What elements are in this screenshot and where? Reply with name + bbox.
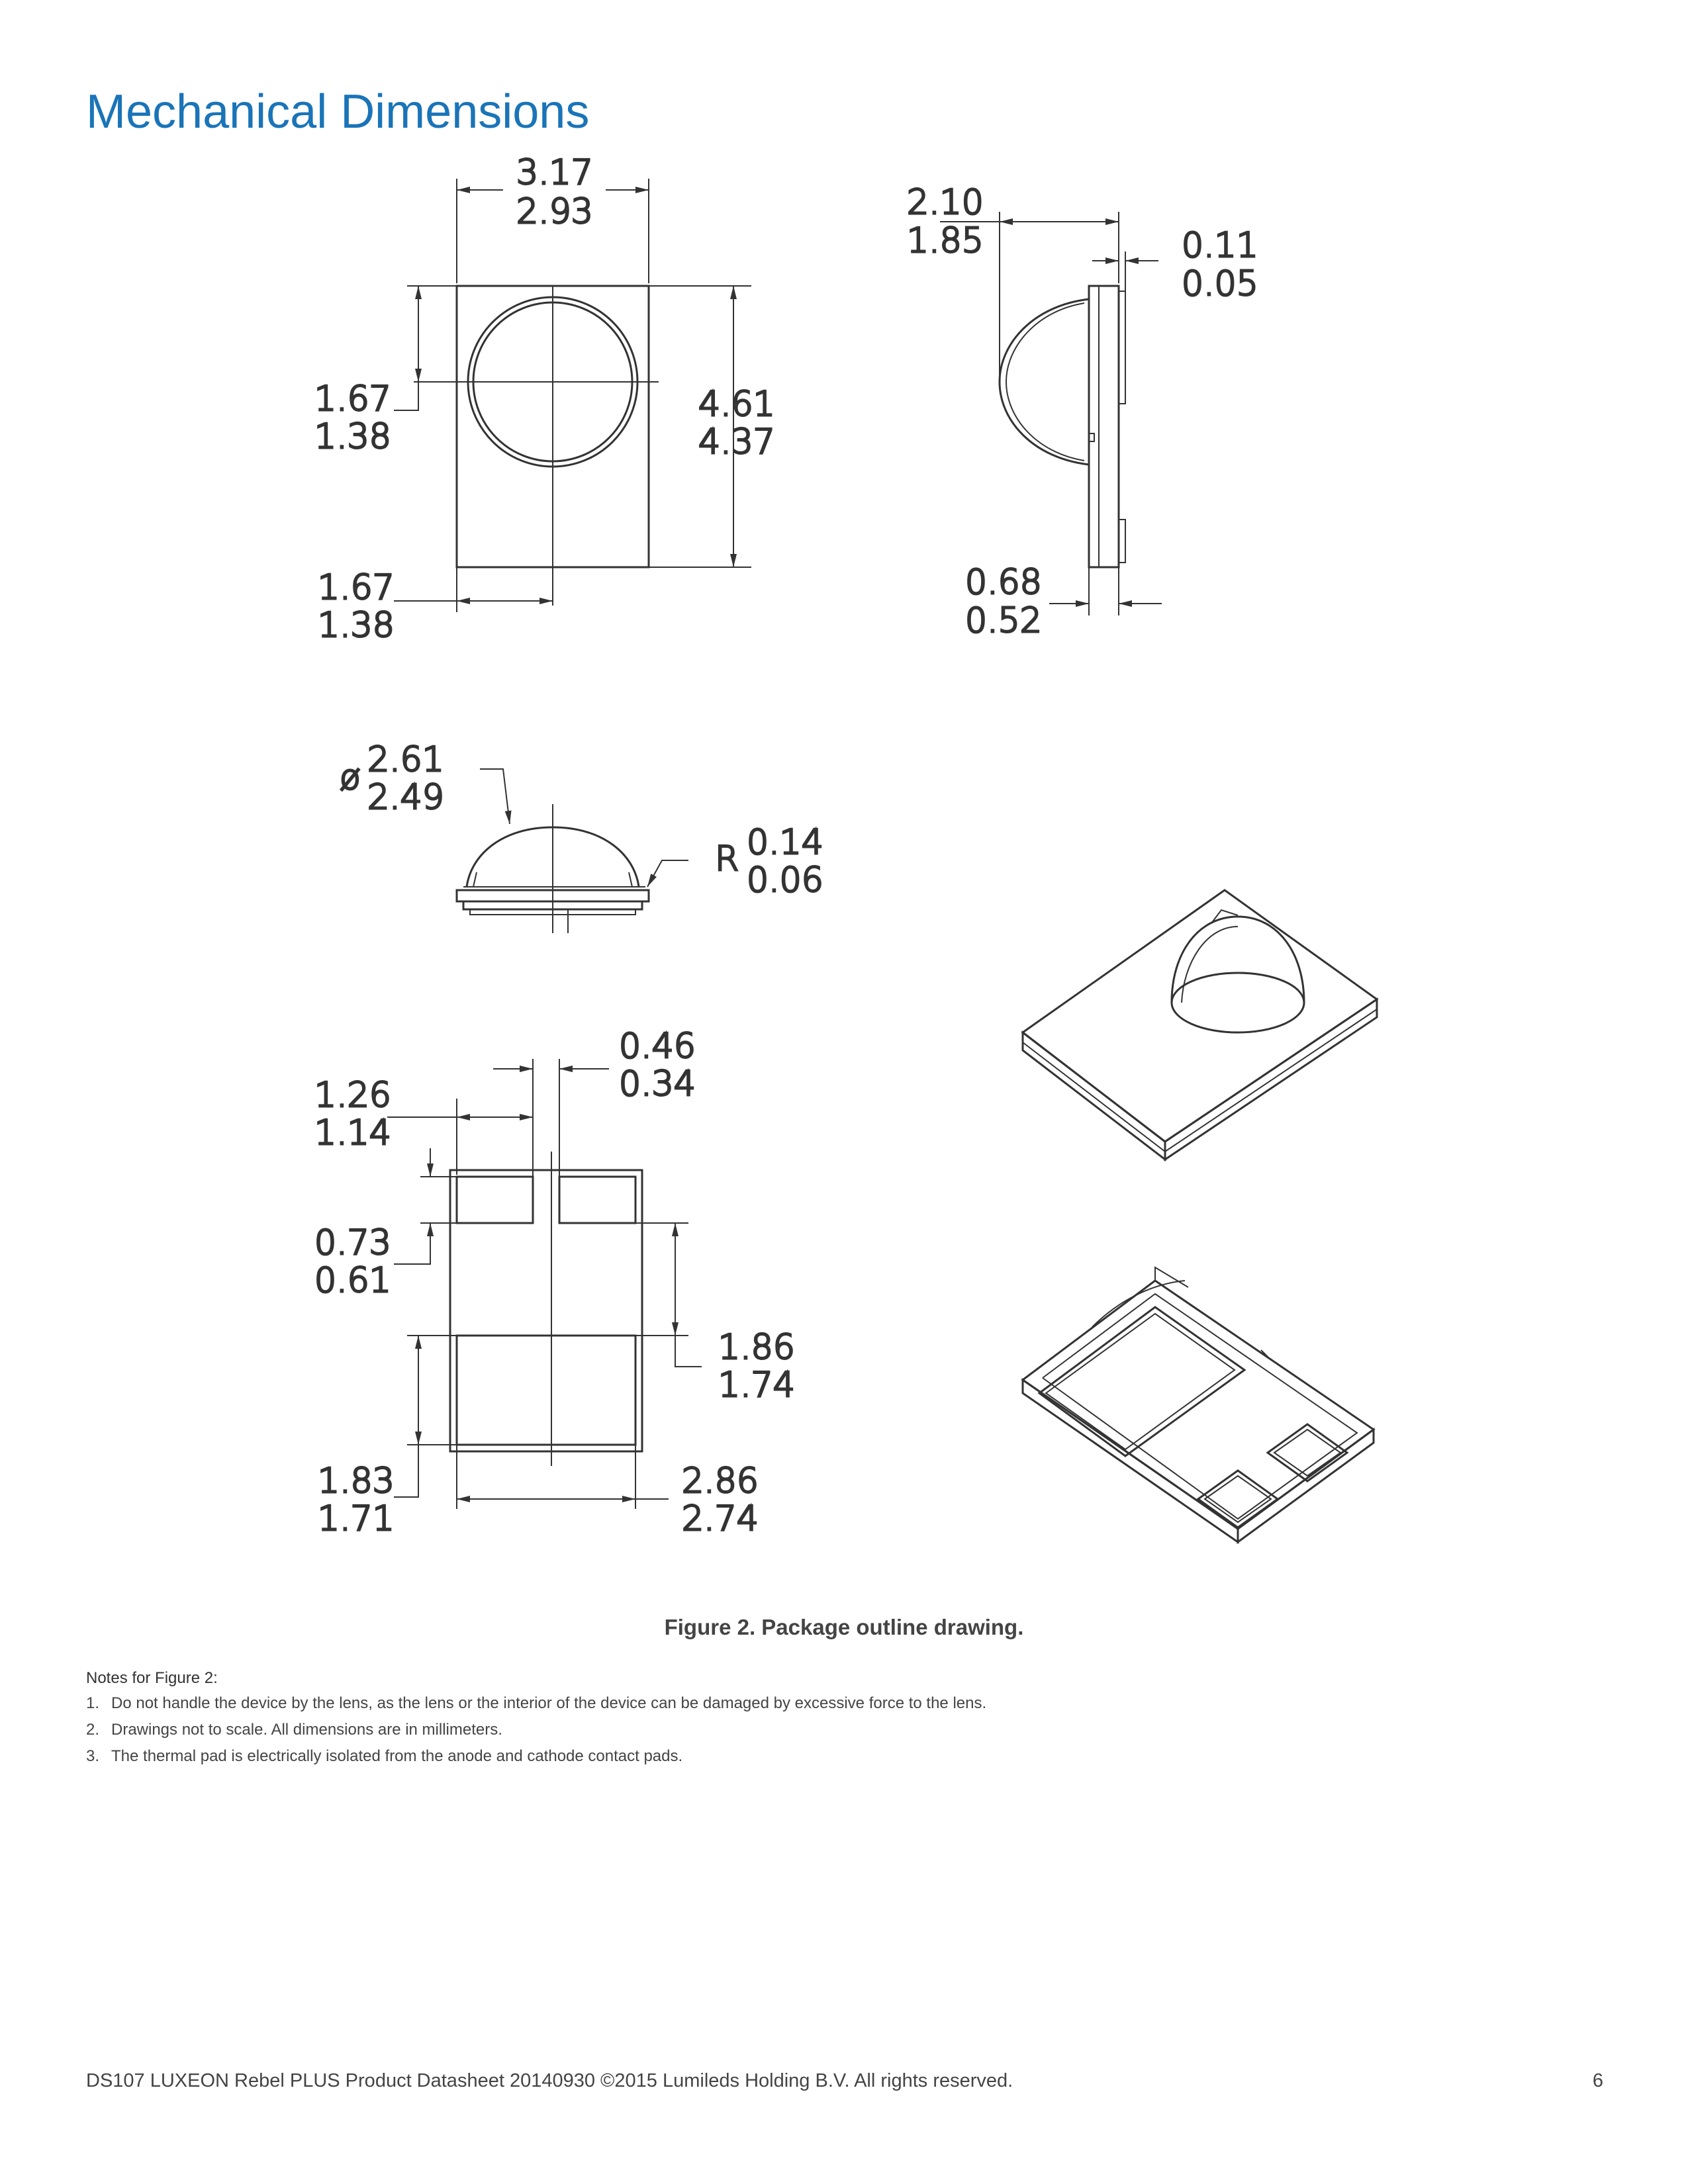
- dim-pad-height-min: 0.61: [314, 1261, 391, 1300]
- top-view: [394, 179, 751, 612]
- dim-pad-width-max: 1.26: [314, 1075, 391, 1115]
- side-view: [940, 212, 1162, 615]
- dim-thermal-height-max: 1.83: [318, 1461, 395, 1501]
- dim-side-height-min: 1.85: [907, 221, 984, 261]
- dim-lens-offset-min: 1.38: [314, 417, 391, 457]
- dim-thermal-offset-max: 1.86: [718, 1328, 795, 1367]
- dim-gap-min: 0.34: [619, 1064, 696, 1104]
- dim-top-width-min: 2.93: [516, 192, 593, 232]
- bottom-view: [387, 1059, 702, 1509]
- dim-top-height-max: 4.61: [698, 385, 775, 424]
- dim-side-pad-max: 0.11: [1182, 226, 1258, 265]
- dim-lens-diameter-symbol: ø: [340, 758, 361, 797]
- dim-thermal-offset-min: 1.74: [718, 1365, 795, 1405]
- isometric-bottom-view: [1023, 1267, 1374, 1542]
- dim-radius-symbol: R: [715, 839, 739, 879]
- dim-side-base-min: 0.52: [965, 601, 1042, 641]
- notes-list: [86, 1694, 986, 1774]
- dim-lens-offset-max: 1.67: [314, 379, 391, 419]
- page-title: Mechanical Dimensions: [86, 85, 590, 138]
- front-view: [457, 769, 688, 933]
- dim-center-max: 1.67: [318, 568, 395, 608]
- dim-radius-max: 0.14: [747, 823, 823, 862]
- dim-thermal-width-min: 2.74: [682, 1499, 759, 1539]
- dim-lens-diameter-min: 2.49: [367, 778, 444, 817]
- dim-radius-min: 0.06: [747, 860, 823, 900]
- dim-lens-diameter-max: 2.61: [367, 740, 444, 780]
- note-item: 1. Do not handle the device by the lens, as the lens or the interior of the device can be damaged by excessive force to the lens.: [86, 1694, 987, 1712]
- dim-gap-max: 0.46: [619, 1026, 696, 1066]
- notes-heading: Notes for Figure 2:: [86, 1669, 218, 1687]
- dim-top-width-max: 3.17: [516, 153, 593, 193]
- dim-top-height-min: 4.37: [698, 422, 775, 462]
- note-item: 3. The thermal pad is electrically isolated from the anode and cathode contact pads.: [86, 1747, 683, 1765]
- dim-side-pad-min: 0.05: [1182, 264, 1258, 304]
- note-item: 2. Drawings not to scale. All dimensions are in millimeters.: [86, 1721, 502, 1739]
- figure-caption: Figure 2. Package outline drawing.: [664, 1615, 1024, 1639]
- footer: DS107 LUXEON Rebel PLUS Product Datasheet 20140930 ©2015 Lumileds Holding B.V. All rights reserved.: [86, 2070, 1013, 2091]
- dim-pad-height-max: 0.73: [314, 1223, 391, 1263]
- dim-thermal-width-max: 2.86: [682, 1461, 759, 1501]
- page-number: 6: [1592, 2070, 1603, 2091]
- isometric-top-view: [1023, 890, 1377, 1160]
- dim-side-base-max: 0.68: [965, 563, 1042, 602]
- dim-center-min: 1.38: [318, 606, 395, 645]
- dim-thermal-height-min: 1.71: [318, 1499, 395, 1539]
- dim-pad-width-min: 1.14: [314, 1113, 391, 1153]
- dim-side-height-max: 2.10: [907, 183, 984, 222]
